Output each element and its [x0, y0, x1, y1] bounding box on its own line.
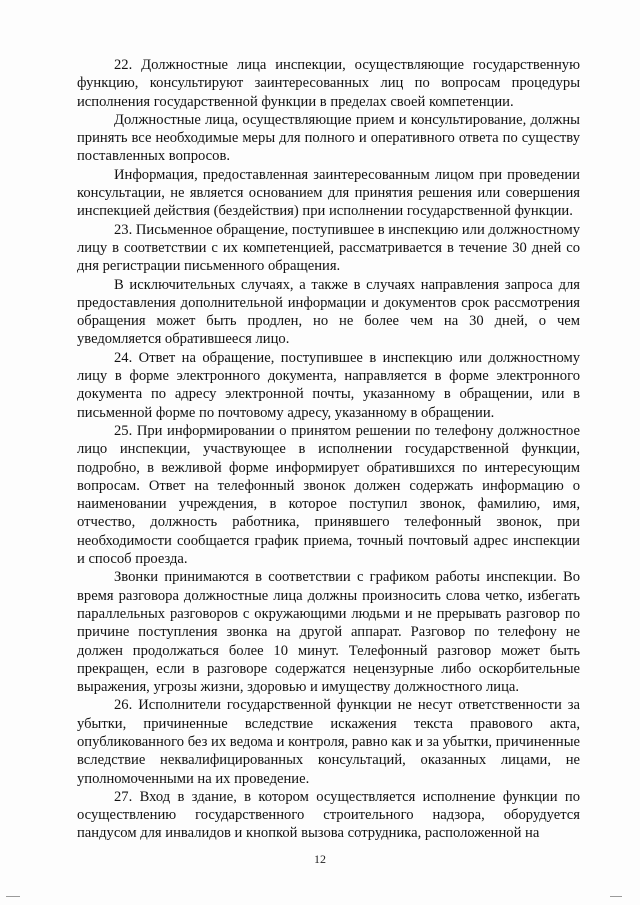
paragraph-27: 27. Вход в здание, в котором осуществляется исполнение функции по осуществлению государственного строительного надзора, оборудуется пандусом для инвалидов и кнопкой вызова сотрудника, расположенной на — [77, 788, 580, 842]
document-body — [77, 56, 580, 843]
paragraph-25: 25. При информировании о принятом решении по телефону должностное лицо инспекции, участвующее в исполнении государственной функции, подробно, в вежливой форме информирует обратившихся по интересующим вопросам. Ответ на телефонный звонок должен содержать информацию о наименовании учреждения, в которое поступил звонок, фамилию, имя, отчество, должность работника, принявшего телефонный звонок, при необходимости сообщается график приема, точный почтовый адрес инспекции и способ проезда. — [77, 422, 580, 568]
paragraph-23-exceptions: В исключительных случаях, а также в случаях направления запроса для предоставления дополнительной информации и документов срок рассмотрения обращения может быть продлен, но не более чем на 30 дней, о чем уведомляется обратившееся лицо. — [77, 276, 580, 348]
paragraph-24: 24. Ответ на обращение, поступившее в инспекцию или должностному лицу в форме электронного документа, направляется в форме электронного документа по адресу электронной почты, указанному в обращении, или в письменной форме по почтовому адресу, указанному в обращении. — [77, 349, 580, 421]
page-number: 12 — [314, 852, 326, 866]
paragraph-22-information: Информация, предоставленная заинтересованным лицом при проведении консультации, не является основанием для принятия решения или совершения инспекцией действия (бездействия) при исполнении государственной функции. — [77, 166, 580, 220]
paragraph-22: 22. Должностные лица инспекции, осуществляющие государственную функцию, консультируют заинтересованных лиц по вопросам процедуры исполнения государственной функции в пределах своей компетенции. — [77, 57, 580, 110]
paragraph-23: 23. Письменное обращение, поступившее в инспекцию или должностному лицу в соответствии с их компетенцией, рассматривается в течение 30 дней со дня регистрации письменного обращения. — [77, 221, 581, 275]
paragraph-26: 26. Исполнители государственной функции не несут ответственности за убытки, причиненные вследствие искажения текста правового акта, опубликованного без их ведома и контроля, равно как и за убытки, причиненные вследствие неквалифицированных консультаций, оказанных лицами, не уполномоченными на их проведение. — [77, 697, 580, 787]
scan-artifact — [6, 896, 20, 897]
paragraph-22-staff: Должностные лица, осуществляющие прием и консультирование, должны принять все необходимые меры для полного и оперативного ответа по существу поставленных вопросов. — [77, 111, 580, 165]
scan-artifact — [610, 896, 622, 897]
paragraph-25-calls: Звонки принимаются в соответствии с графиком работы инспекции. Во время разговора должностные лица должны произносить слова четко, избегать параллельных разговоров с окружающими людьми и не прерывать разговор по причине поступления звонка на другой аппарат. Разговор по телефону не должен продолжаться более 10 минут. Телефонный разговор может быть прекращен, если в разговоре содержатся нецензурные либо оскорбительные выражения, угрозы жизни, здоровью и имуществу должностного лица. — [77, 569, 580, 696]
